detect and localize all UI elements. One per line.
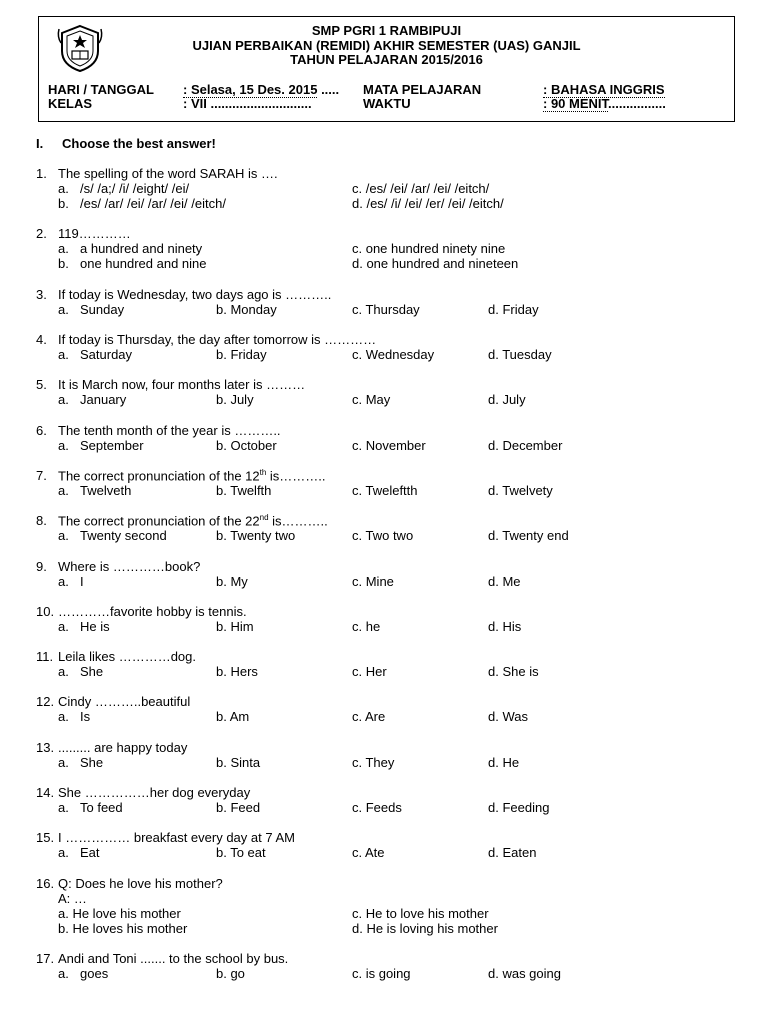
option-c: c. Tweleftth: [352, 483, 418, 498]
question-text: 15. I …………… breakfast every day at 7 AM: [36, 830, 295, 845]
question-text: 10. …………favorite hobby is tennis.: [36, 604, 247, 619]
option-c: c. /es/ /ei/ /ar/ /ei/ /eitch/: [352, 181, 490, 196]
question-text: 16. Q: Does he love his mother?: [36, 876, 223, 891]
option-d: d. He: [488, 755, 520, 770]
option-d: d. Twelvety: [488, 483, 553, 498]
option-a: a. She: [58, 755, 104, 770]
question-text: 17. Andi and Toni ....... to the school by bus.: [36, 951, 289, 966]
option-d: d. Friday: [488, 302, 539, 317]
option-c: c. He to love his mother: [352, 906, 489, 921]
class-label: KELAS: [48, 96, 93, 111]
option-b: b. Monday: [216, 302, 277, 317]
question-text: 11. Leila likes …………dog.: [36, 649, 196, 664]
question-text: 5. It is March now, four months later is ………: [36, 377, 306, 392]
option-b: b. /es/ /ar/ /ei/ /ar/ /ei/ /eitch/: [58, 196, 226, 211]
option-a: a. Saturday: [58, 347, 133, 362]
option-c: c. Wednesday: [352, 347, 435, 362]
option-d: d. Twenty end: [488, 528, 569, 543]
option-b: b. Sinta: [216, 755, 261, 770]
option-a: a. January: [58, 392, 127, 407]
question-text: 3. If today is Wednesday, two days ago is ………..: [36, 287, 332, 302]
option-d: d. His: [488, 619, 522, 634]
option-a: a. Twenty second: [58, 528, 167, 543]
option-d: d. Was: [488, 709, 528, 724]
option-d: d. December: [488, 438, 563, 453]
question-text: 12. Cindy ………..beautiful: [36, 694, 191, 709]
option-c: c. May: [352, 392, 391, 407]
option-d: d. He is loving his mother: [352, 921, 498, 936]
option-b: b. Twelfth: [216, 483, 272, 498]
option-a: a. To feed: [58, 800, 123, 815]
class-value: : VII ............................: [183, 96, 312, 111]
option-d: d. Me: [488, 574, 521, 589]
option-b: b. He loves his mother: [58, 921, 188, 936]
time-label: WAKTU: [363, 96, 411, 111]
option-b: b. My: [216, 574, 248, 589]
option-b: b. Friday: [216, 347, 267, 362]
subject-value: : BAHASA INGGRIS: [543, 82, 665, 97]
option-d: d. Feeding: [488, 800, 550, 815]
option-a: a. He is: [58, 619, 110, 634]
option-d: d. She is: [488, 664, 539, 679]
option-c: c. is going: [352, 966, 411, 981]
day-value: : Selasa, 15 Des. 2015 .....: [183, 82, 340, 97]
exam-header: [38, 16, 735, 122]
option-c: c. Mine: [352, 574, 394, 589]
option-d: d. was going: [488, 966, 561, 981]
option-a: a. goes: [58, 966, 109, 981]
option-d: d. /es/ /i/ /ei/ /er/ /ei/ /eitch/: [352, 196, 504, 211]
option-a: a. Eat: [58, 845, 100, 860]
option-c: c. one hundred ninety nine: [352, 241, 506, 256]
answer-line: A: …: [58, 891, 87, 906]
option-b: b. Am: [216, 709, 250, 724]
option-a: a. I: [58, 574, 84, 589]
option-c: c. Ate: [352, 845, 385, 860]
option-c: c. he: [352, 619, 381, 634]
exam-title: UJIAN PERBAIKAN (REMIDI) AKHIR SEMESTER (UAS) GANJIL: [192, 38, 581, 53]
option-b: b. July: [216, 392, 254, 407]
question-text: 8. The correct pronunciation of the 22nd is………..: [36, 513, 328, 529]
option-a: a. Is: [58, 709, 91, 724]
option-d: d. Tuesday: [488, 347, 552, 362]
question-text: 4. If today is Thursday, the day after tomorrow is …………: [36, 332, 377, 347]
question-text: 14. She ……………her dog everyday: [36, 785, 251, 800]
option-d: d. July: [488, 392, 526, 407]
question-text: 2. 119…………: [36, 226, 131, 241]
option-a: a. September: [58, 438, 144, 453]
option-c: c. Thursday: [352, 302, 420, 317]
day-label: HARI / TANGGAL: [48, 82, 154, 97]
question-text: 13. ......... are happy today: [36, 740, 188, 755]
option-c: c. Her: [352, 664, 387, 679]
time-value: : 90 MENIT................: [543, 96, 666, 111]
option-c: c. Are: [352, 709, 386, 724]
option-b: b. Him: [216, 619, 254, 634]
school-name: SMP PGRI 1 RAMBIPUJI: [311, 23, 462, 38]
question-text: 6. The tenth month of the year is ………..: [36, 423, 281, 438]
option-b: b. one hundred and nine: [58, 256, 207, 271]
option-b: b. Hers: [216, 664, 258, 679]
option-d: d. one hundred and nineteen: [352, 256, 519, 271]
option-c: c. November: [352, 438, 426, 453]
option-d: d. Eaten: [488, 845, 537, 860]
option-c: c. Feeds: [352, 800, 402, 815]
option-b: b. Twenty two: [216, 528, 296, 543]
option-a: a. He love his mother: [58, 906, 181, 921]
section-title: I. Choose the best answer!: [36, 136, 216, 151]
option-a: a. Sunday: [58, 302, 125, 317]
option-c: c. They: [352, 755, 395, 770]
subject-label: MATA PELAJARAN: [363, 82, 482, 97]
option-a: a. a hundred and ninety: [58, 241, 203, 256]
question-text: 1. The spelling of the word SARAH is ….: [36, 166, 278, 181]
option-a: a. She: [58, 664, 104, 679]
option-b: b. October: [216, 438, 277, 453]
option-a: a. /s/ /a;/ /i/ /eight/ /ei/: [58, 181, 190, 196]
option-b: b. Feed: [216, 800, 261, 815]
academic-year: TAHUN PELAJARAN 2015/2016: [290, 52, 483, 67]
option-b: b. go: [216, 966, 245, 981]
option-b: b. To eat: [216, 845, 266, 860]
question-text: 7. The correct pronunciation of the 12th is………..: [36, 468, 326, 484]
option-a: a. Twelveth: [58, 483, 132, 498]
question-text: 9. Where is …………book?: [36, 559, 201, 574]
option-c: c. Two two: [352, 528, 414, 543]
